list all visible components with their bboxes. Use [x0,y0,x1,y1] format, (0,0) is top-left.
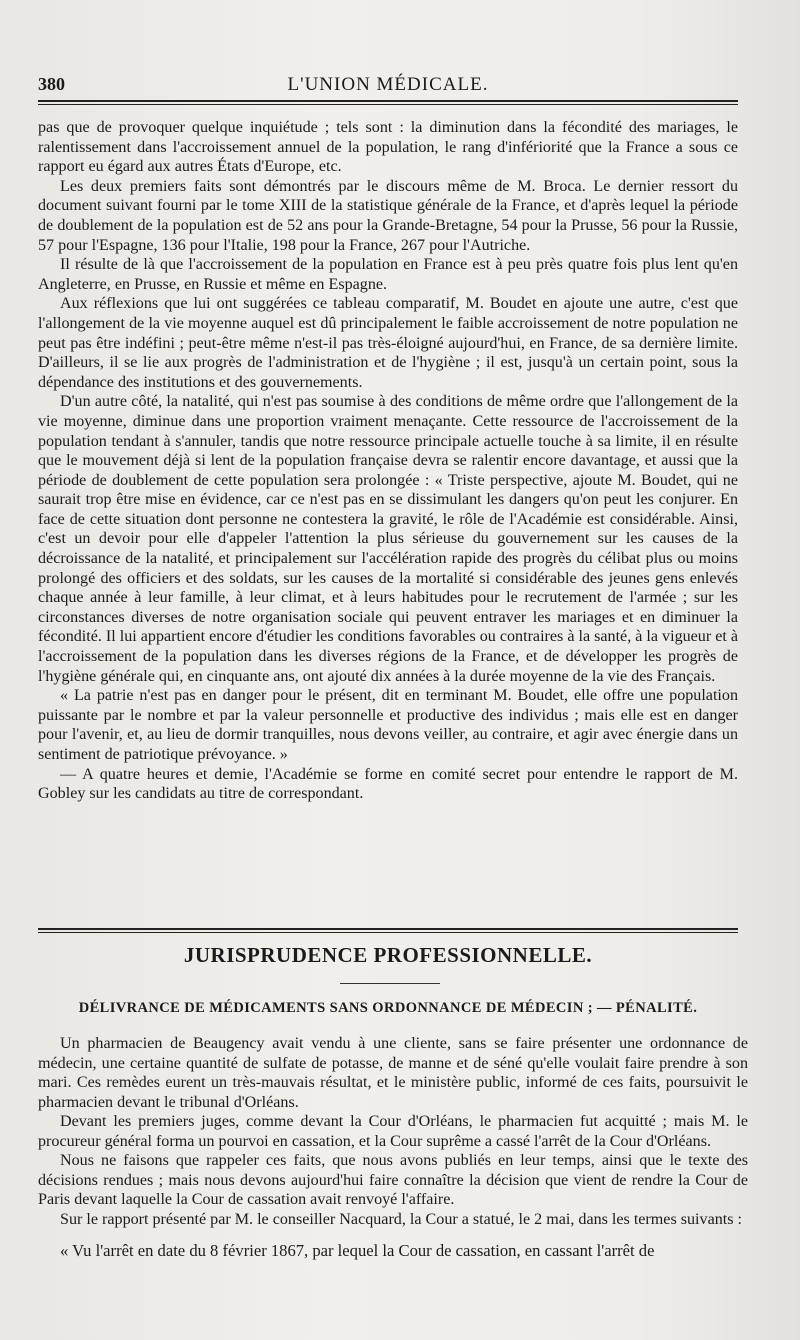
running-title: L'UNION MÉDICALE. [287,74,489,95]
page-header [38,74,738,98]
paragraph: — A quatre heures et demie, l'Académie se forme en comité secret pour entendre le rapport de M. Gobley sur les candidats au titre de correspondant. [38,765,738,803]
short-divider [340,983,440,984]
article-title: DÉLIVRANCE DE MÉDICAMENTS SANS ORDONNANCE DE MÉDECIN ; — PÉNALITÉ. [78,1000,698,1016]
body-text [38,118,738,804]
paragraph: pas que de provoquer quelque inquiétude ; tels sont : la diminution dans la fécondité des mariages, le ralentissement dans l'accroissement annuel de la population, le rang d'infériorité que la France a sous ce rapport eu égard aux autres États d'Europe, etc. [38,119,738,176]
header-rule [38,100,738,105]
article-text [38,1034,748,1261]
quote-paragraph: « Vu l'arrêt en date du 8 février 1867, par lequel la Cour de cassation, en cassant l'arrêt de [60,1241,655,1260]
paragraph: Un pharmacien de Beaugency avait vendu à une cliente, sans se faire présenter une ordonnance de médecin, une certaine quantité de sulfate de potasse, de manne et de séné qu'elle voulait faire prendre à son mari. Ces remèdes eurent un très-mauvais résultat, et le ministère public, informé de ces faits, poursuivit le pharmacien devant le tribunal d'Orléans. [38,1035,748,1111]
paragraph: Les deux premiers faits sont démontrés par le discours même de M. Broca. Le dernier ressort du document suivant fourni par le tome XIII de la statistique générale de la France, et d'après lequel la période de doublement de la population est de 52 ans pour la Grande-Bretagne, 54 pour la Prusse, 56 pour la Russie, 57 pour l'Espagne, 136 pour l'Italie, 198 pour la France, 267 pour l'Autriche. [38,177,738,254]
paragraph: Nous ne faisons que rappeler ces faits, que nous avons publiés en leur temps, ainsi que le texte des décisions rendues ; mais nous devons aujourd'hui faire connaître la décision que vient de rendre la Cour de Paris devant laquelle la Cour de cassation avait renvoyé l'affaire. [38,1152,748,1208]
section-title: JURISPRUDENCE PROFESSIONNELLE. [183,943,593,967]
paragraph: Aux réflexions que lui ont suggérées ce tableau comparatif, M. Boudet en ajoute une autre, c'est que l'allongement de la vie moyenne auquel est dû principalement le faible accroissement de notre population ne peut pas être indéfini ; peut-être même n'est-il pas très-éloigné aujourd'hui, en France, de sa dernière limite. D'ailleurs, il se lie aux progrès de l'administration et de l'hygiène ; il est, jusqu'à un certain point, sous la dépendance des institutions et des gouvernements. [38,295,738,391]
paragraph: Sur le rapport présenté par M. le conseiller Nacquard, la Cour a statué, le 2 mai, dans les termes suivants : [60,1210,742,1228]
paragraph: Devant les premiers juges, comme devant la Cour d'Orléans, le pharmacien fut acquitté ; mais M. le procureur général forma un pourvoi en cassation, et la Cour suprême a cassé l'arrêt de la Cour d'Orléans. [38,1113,748,1150]
paragraph: Il résulte de là que l'accroissement de la population en France est à peu près quatre fois plus lent qu'en Angleterre, en Prusse, en Russie et même en Espagne. [38,256,738,293]
paragraph: « La patrie n'est pas en danger pour le présent, dit en terminant M. Boudet, elle offre une population puissante par le nombre et par la valeur personnelle et productive des individus ; mais elle est en danger pour l'avenir, et, au lieu de dormir tranquilles, nous devons veiller, au contraire, et agir avec énergie dans un sentiment de patriotique prévoyance. » [38,687,738,763]
page-number: 380 [38,74,65,94]
paragraph: D'un autre côté, la natalité, qui n'est pas soumise à des conditions de même ordre que l'allongement de la vie moyenne, diminue dans une proportion vraiment menaçante. Cette ressource de l'accroissement de la population tendant à s'annuler, tandis que notre ressource principale actuelle touche à sa limite, il en résulte que le mouvement déjà si lent de la population française devra se ralentir encore davantage, et aussi que la période de doublement de cette population sera prolongée : « Triste perspective, ajoute M. Boudet, qui ne saurait trop être mise en évidence, car ce n'est pas en se dissimulant les dangers qu'on peut les conjurer. En face de cette situation dont personne ne contestera la gravité, le rôle de l'Académie est considérable. Ainsi, c'est un devoir pour elle d'appeler l'attention la plus sérieuse du gouvernement sur les causes de la décroissance de la natalité, et principalement sur l'accélération rapide des progrès du célibat plus ou moins prolongé des officiers et des soldats, sur les causes de la mortalité si considérable des jeunes gens enlevés chaque année à leur famille, à leur climat, et à leurs habitudes pour le recrutement de l'armée ; sur les circonstances diverses de notre organisation sociale qui peuvent entraver les mariages et en diminuer la fécondité. Il lui appartient encore d'étudier les conditions favorables ou contraires à la santé, à la vigueur et à l'accroissement de la population dans les diverses régions de la France, et de développer les progrès de l'hygiène générale qui, en cinquante ans, ont ajouté dix années à la durée moyenne de la vie des Français. [38,393,739,685]
section-rule [38,928,738,933]
